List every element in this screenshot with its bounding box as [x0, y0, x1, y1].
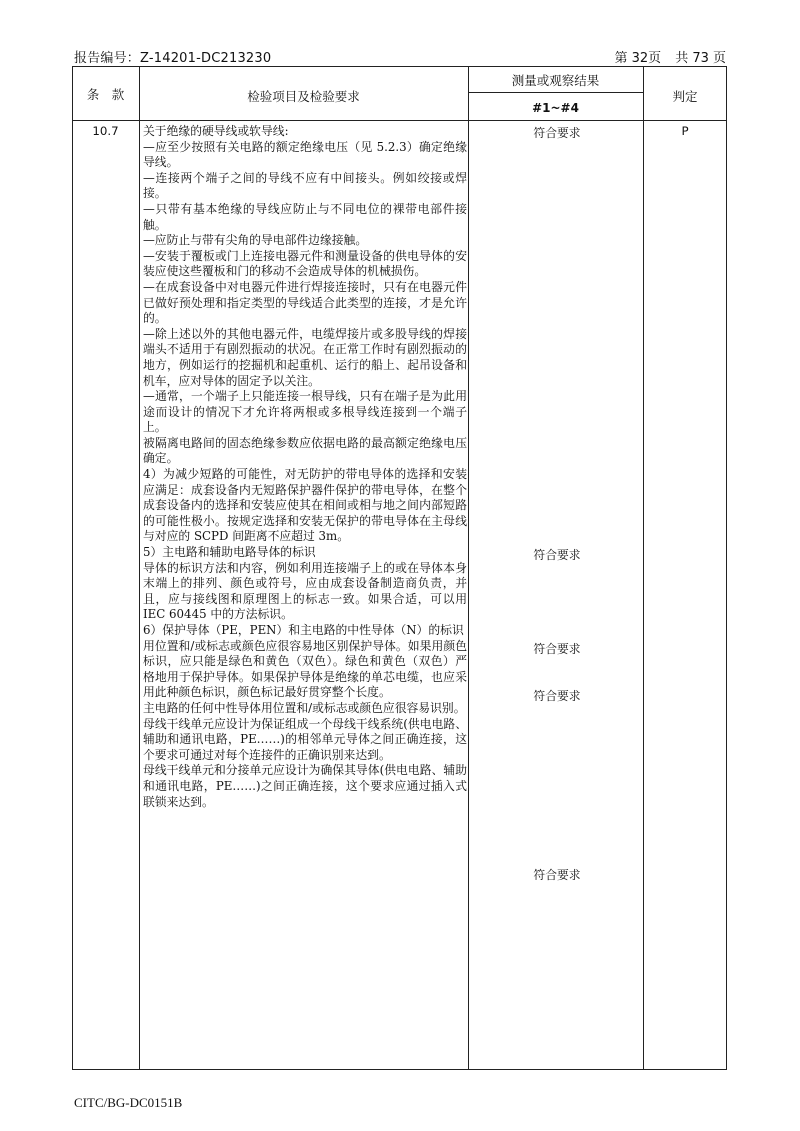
header-bottom-border [72, 120, 727, 121]
requirement-paragraph: 母线干线单元和分接单元应设计为确保其导体(供电电路、辅助和通讯电路，PE……)之间正确连接，这个要求应通过插入式联锁来达到。 [143, 763, 467, 809]
header-items: 检验项目及检验要求 [247, 89, 360, 104]
requirement-paragraph: —只带有基本绝缘的导线应防止与不同电位的裸带电部件接触。 [143, 201, 467, 232]
requirement-paragraph: 用位置和/或标志或颜色应很容易地区别保护导体。如果用颜色标识，应只能是绿色和黄色（双色）。绿色和黄色（双色）严格地用于保护导体。如果保护导体是绝缘的单芯电缆，也应采用此种颜色标识，颜色标记最好贯穿整个长度。 [143, 638, 467, 700]
result-value: 符合要求 [533, 126, 581, 140]
table-top-border [72, 66, 727, 67]
requirement-paragraph: —应至少按照有关电路的额定绝缘电压（见 5.2.3）确定绝缘导线。 [143, 139, 467, 170]
requirement-paragraph: —除上述以外的其他电器元件，电缆焊接片或多股导线的焊接端头不适用于有剧烈振动的状况。在正常工作时有剧烈振动的地方，例如运行的挖掘机和起重机、运行的船上、起吊设备和机车，应对导体的固定予以关注。 [143, 326, 467, 388]
requirement-paragraph: 导体的标识方法和内容，例如利用连接端子上的或在导体本身末端上的排列、颜色或符号，应由成套设备制造商负责，并且，应与接线图和原理图上的标志一致。如果合适，可以用 IEC 60445 中的方法标识。 [143, 560, 467, 622]
report-number: 报告编号：Z-14201-DC213230 [74, 51, 272, 66]
header-verdict: 判定 [672, 89, 698, 104]
verdict-value: P [681, 124, 689, 138]
document-code: CITC/BG-DC0151B [74, 1095, 183, 1110]
requirement-paragraph: 5）主电路和辅助电路导体的标识 [143, 545, 316, 560]
result-value: 符合要求 [533, 642, 581, 656]
header-samples: #1~#4 [532, 101, 579, 115]
result-value: 符合要求 [533, 868, 581, 882]
header-clause: 条 款 [86, 87, 125, 102]
requirement-paragraph: 主电路的任何中性导体用位置和/或标志或颜色应很容易识别。 [143, 700, 466, 715]
requirement-paragraph: 4）为减少短路的可能性，对无防护的带电导体的选择和安装应满足：成套设备内无短路保护器件保护的带电导体，在整个成套设备内的选择和安装应使其在相间或相与地之间内部短路的可能性极小。按规定选择和安装无保护的带电导体在主母线与对应的 SCPD 间距离不应超过 3m。 [143, 467, 467, 544]
column-divider [468, 66, 469, 1070]
requirement-paragraph: 被隔离电路间的固态绝缘参数应依据电路的最高额定绝缘电压确定。 [143, 435, 467, 466]
result-value: 符合要求 [533, 548, 581, 562]
column-divider [139, 66, 140, 1070]
result-value: 符合要求 [533, 689, 581, 703]
page-total: 共 73 页 [675, 51, 726, 66]
page-number: 第 32页 [614, 51, 662, 66]
requirement-paragraph: —通常，一个端子上只能连接一根导线，只有在端子是为此用途而设计的情况下才允许将两根或多根导线连接到一个端子上。 [143, 389, 467, 435]
requirement-paragraph: —在成套设备中对电器元件进行焊接连接时，只有在电器元件已做好预处理和指定类型的导线适合此类型的连接，才是允许的。 [143, 279, 467, 326]
page-indicator [601, 47, 727, 66]
header-results: 测量或观察结果 [511, 73, 600, 88]
header-subdivider [468, 92, 643, 93]
requirement-paragraph: —连接两个端子之间的导线不应有中间接头。例如绞接或焊接。 [143, 170, 467, 201]
requirement-paragraph: —应防止与带有尖角的导电部件边缘接触。 [143, 233, 368, 248]
requirement-paragraph: 母线干线单元应设计为保证组成一个母线干线系统(供电电路、辅助和通讯电路，PE……)的相邻单元导体之间正确连接，这个要求可通过对每个连接件的正确识别来达到。 [143, 716, 467, 762]
requirements-text [143, 124, 467, 810]
requirement-paragraph: 6）保护导体（PE，PEN）和主电路的中性导体（N）的标识 [143, 623, 464, 637]
requirement-paragraph: —安装于覆板或门上连接电器元件和测量设备的供电导体的安装应使这些覆板和门的移动不会造成导体的机械损伤。 [143, 248, 467, 279]
column-divider [643, 66, 644, 1070]
requirement-paragraph: 关于绝缘的硬导线或软导线: [143, 124, 289, 138]
clause-number: 10.7 [92, 124, 119, 138]
